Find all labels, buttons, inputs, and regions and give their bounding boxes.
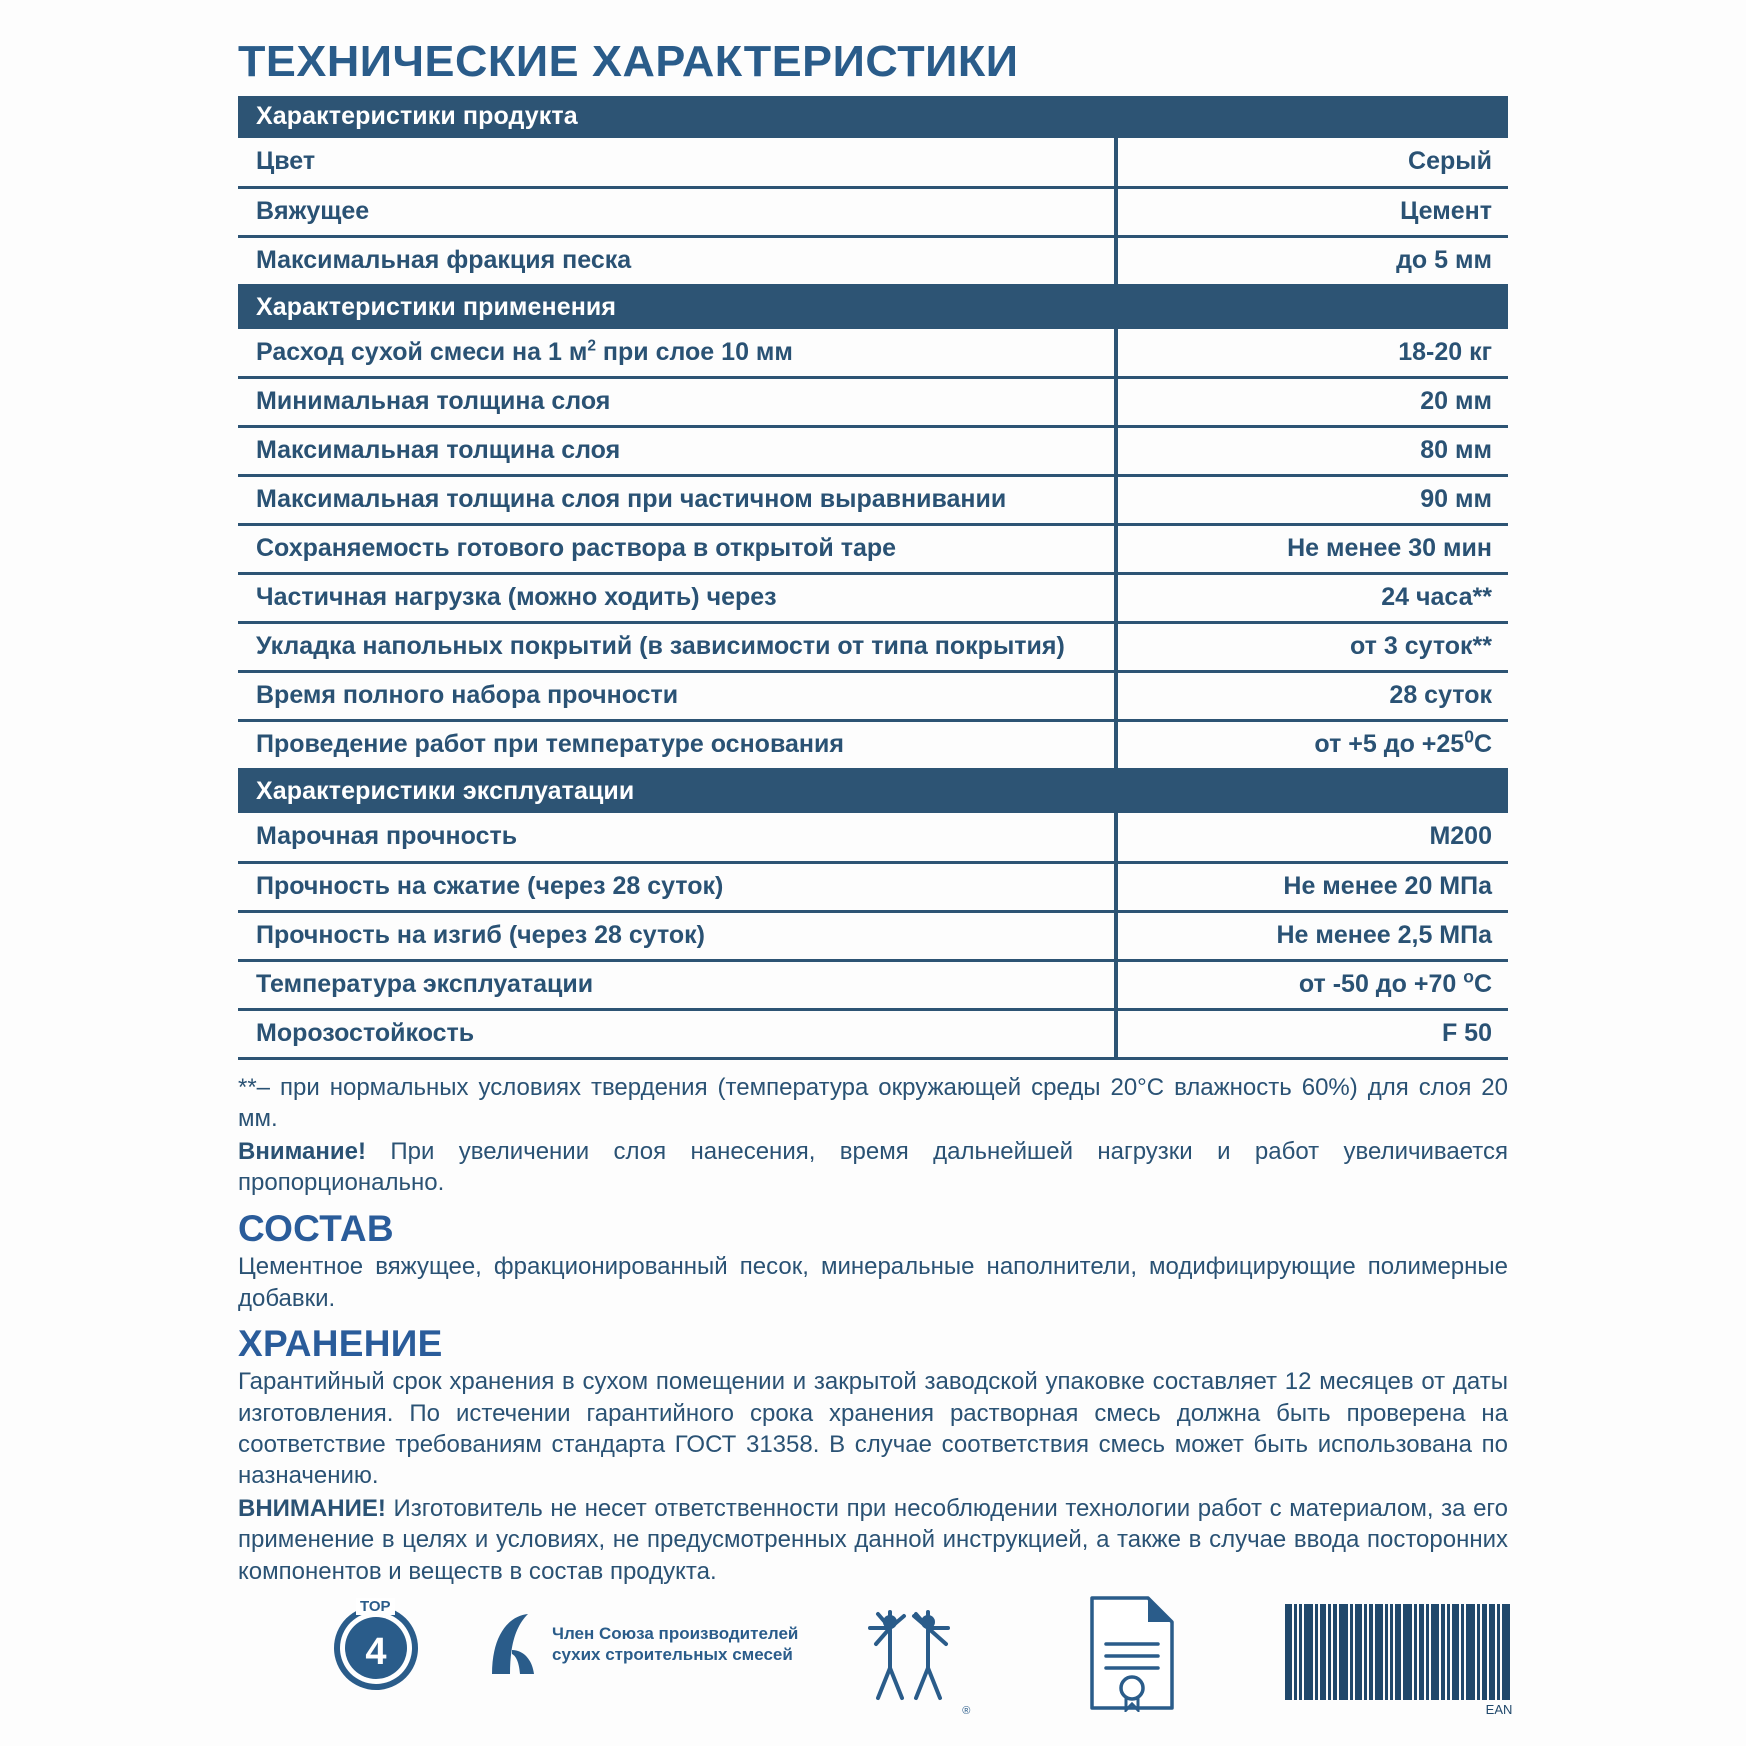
table-row [238, 138, 1508, 187]
table-row [238, 476, 1508, 525]
page-title: ТЕХНИЧЕСКИЕ ХАРАКТЕРИСТИКИ [238, 37, 1019, 86]
table-row [238, 623, 1508, 672]
row-label: Максимальная толщина слоя при частичном выравнивании [238, 476, 1116, 525]
barcode-bars [1285, 1604, 1512, 1700]
table-section-header-row [238, 285, 1508, 329]
certificate-logo [1084, 1594, 1180, 1717]
row-label: Марочная прочность [238, 813, 1116, 862]
row-value: Цемент [1116, 187, 1508, 236]
union-text-block [552, 1623, 798, 1666]
table-row [238, 1009, 1508, 1058]
table-row [238, 378, 1508, 427]
row-value-post: С [1473, 969, 1492, 998]
row-value-pre: от -50 до +70 [1298, 969, 1464, 998]
row-label-pre: Расход сухой смеси на 1 м [256, 337, 588, 366]
attention-note [238, 1136, 1508, 1198]
row-value: 24 часа** [1116, 574, 1508, 623]
manufacturer-warning [238, 1493, 1508, 1587]
union-line-2: сухих строительных смесей [552, 1645, 793, 1664]
table-row [238, 427, 1508, 476]
section-header-label: Характеристики продукта [238, 96, 1508, 138]
registered-mark: ® [962, 1705, 971, 1717]
certificate-document-icon [1084, 1594, 1180, 1712]
table-row [238, 525, 1508, 574]
row-label-superscript: 2 [587, 337, 596, 355]
union-swoosh-icon [482, 1610, 544, 1678]
row-label: Максимальная фракция песка [238, 236, 1116, 285]
table-row [238, 574, 1508, 623]
people-burst-icon [856, 1606, 966, 1706]
table-row [238, 236, 1508, 285]
row-label: Морозостойкость [238, 1009, 1116, 1058]
row-value: Не менее 20 МПа [1116, 862, 1508, 911]
row-value [1116, 960, 1508, 1009]
table-row [238, 672, 1508, 721]
row-label: Прочность на изгиб (через 28 суток) [238, 911, 1116, 960]
row-value: до 5 мм [1116, 236, 1508, 285]
attention-text: При увеличении слоя нанесения, время дальнейшей нагрузки и работ увеличивается пропорционально. [238, 1138, 1508, 1197]
row-label: Частичная нагрузка (можно ходить) через [238, 574, 1116, 623]
row-label: Цвет [238, 138, 1116, 187]
technical-specifications-table [238, 96, 1508, 1060]
row-label [238, 329, 1116, 378]
row-label-post: при слое 10 мм [595, 337, 793, 366]
table-section-header-row [238, 770, 1508, 814]
section-header-label: Характеристики применения [238, 285, 1508, 329]
footer-badges [238, 1596, 1528, 1746]
row-label: Сохраняемость готового раствора в открытой таре [238, 525, 1116, 574]
row-value: Не менее 2,5 МПа [1116, 911, 1508, 960]
top4-label: TOP [356, 1598, 395, 1615]
row-label: Минимальная толщина слоя [238, 378, 1116, 427]
union-membership-logo [482, 1610, 798, 1678]
row-value-post: С [1473, 730, 1492, 759]
svg-text:4: 4 [365, 1631, 387, 1673]
row-value: 20 мм [1116, 378, 1508, 427]
table-row [238, 862, 1508, 911]
composition-heading: СОСТАВ [238, 1207, 394, 1249]
row-value [1116, 721, 1508, 770]
row-value: F 50 [1116, 1009, 1508, 1058]
row-label: Температура эксплуатации [238, 960, 1116, 1009]
table-row [238, 960, 1508, 1009]
table-row [238, 911, 1508, 960]
row-value: Не менее 30 мин [1116, 525, 1508, 574]
table-row [238, 721, 1508, 770]
storage-heading: ХРАНЕНИЕ [238, 1322, 443, 1364]
warning-label: ВНИМАНИЕ! [238, 1495, 386, 1523]
barcode [1285, 1604, 1512, 1717]
attention-label: Внимание! [238, 1138, 366, 1166]
union-line-1: Член Союза производителей [552, 1623, 799, 1643]
row-label: Прочность на сжатие (через 28 суток) [238, 862, 1116, 911]
document-content [238, 38, 1508, 1587]
row-label: Максимальная толщина слоя [238, 427, 1116, 476]
storage-text: Гарантийный срок хранения в сухом помещении и закрытой заводской упаковке составляет 12 месяцев от даты изготовления. По истечении гарантийного срока хранения растворная смесь должна быть проверена на соответствие требованиям стандарта ГОСТ 31358. В случае соответствия смесь может быть использована по назначению. [238, 1368, 1508, 1489]
row-label: Вяжущее [238, 187, 1116, 236]
row-value: 28 суток [1116, 672, 1508, 721]
section-header-label: Характеристики эксплуатации [238, 770, 1508, 814]
top4-logo [328, 1600, 424, 1701]
row-value: 90 мм [1116, 476, 1508, 525]
row-value: Серый [1116, 138, 1508, 187]
table-row [238, 329, 1508, 378]
row-label: Время полного набора прочности [238, 672, 1116, 721]
row-value: от 3 суток** [1116, 623, 1508, 672]
barcode-label: EAN [1485, 1702, 1513, 1717]
people-logo [856, 1606, 971, 1717]
footnote-text: **– при нормальных условиях твердения (температура окружающей среды 20°С влажность 60%) для слоя 20 мм. [238, 1073, 1508, 1133]
row-value-pre: от +5 до +25 [1314, 730, 1465, 759]
row-value-superscript: о [1463, 966, 1474, 987]
row-value: 80 мм [1116, 427, 1508, 476]
table-row [238, 187, 1508, 236]
row-value: 18-20 кг [1116, 329, 1508, 378]
row-value-superscript: 0 [1464, 727, 1474, 748]
composition-text: Цементное вяжущее, фракционированный песок, минеральные наполнители, модифицирующие полимерные добавки. [238, 1253, 1508, 1312]
row-label: Укладка напольных покрытий (в зависимости от типа покрытия) [238, 623, 1116, 672]
row-value: М200 [1116, 813, 1508, 862]
row-label: Проведение работ при температуре основания [238, 721, 1116, 770]
table-row [238, 813, 1508, 862]
warning-text: Изготовитель не несет ответственности при несоблюдении технологии работ с материалом, за его применение в целях и условиях, не предусмотренных данной инструкцией, а также в случае ввода посторонних компонентов и веществ в состав продукта. [238, 1495, 1508, 1585]
table-section-header-row [238, 96, 1508, 138]
